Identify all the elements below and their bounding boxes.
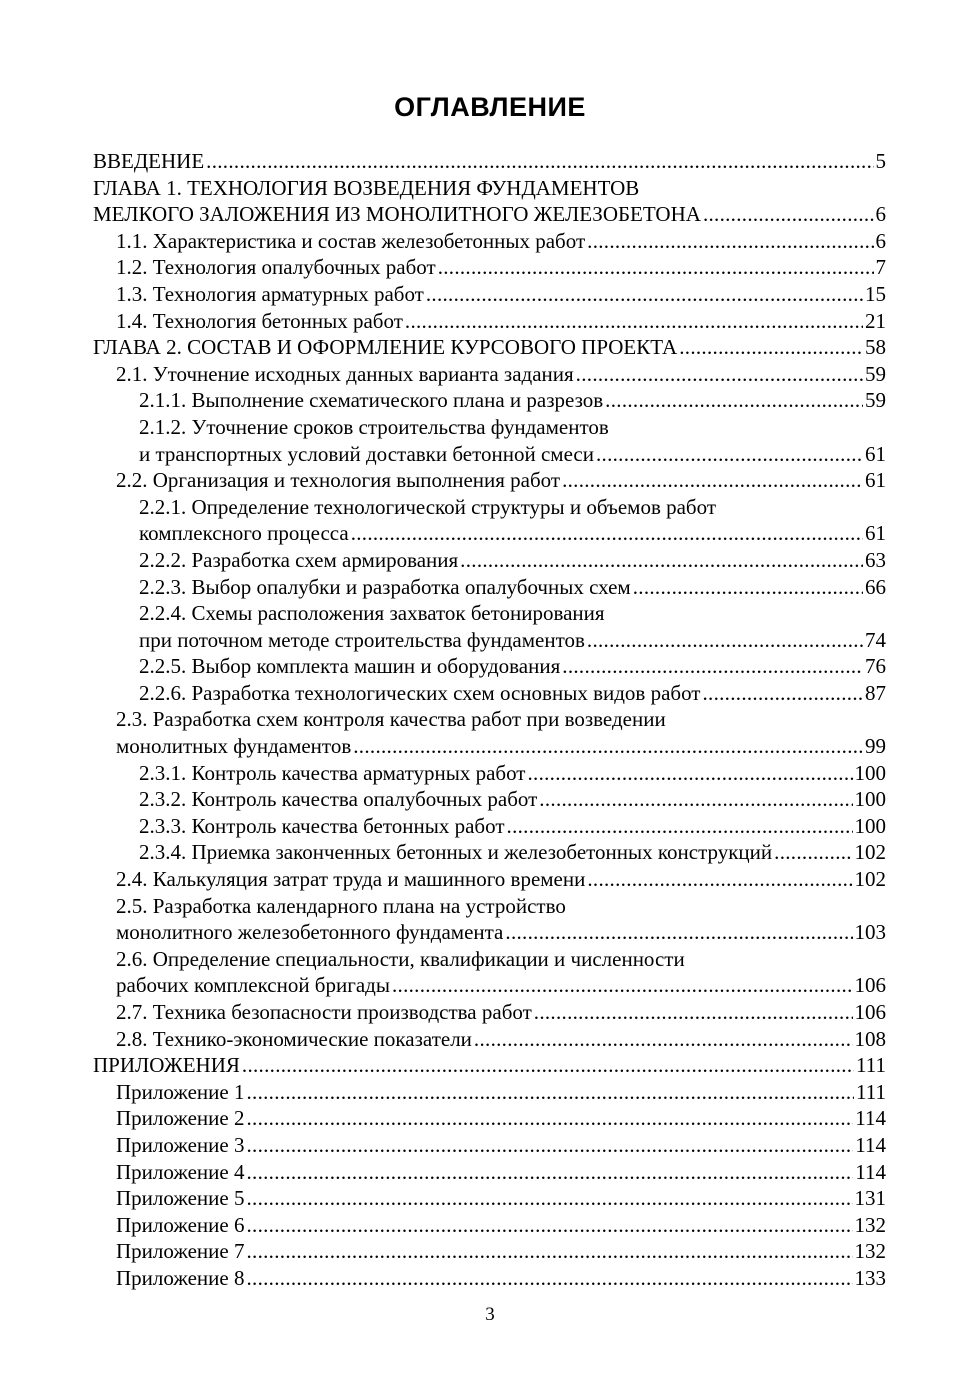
toc-entry-text: 1.4. Технология бетонных работ (116, 308, 403, 333)
toc-entry-text: комплексного процесса (139, 521, 349, 546)
toc-leader-dots (587, 866, 852, 893)
toc-leader-dots (460, 547, 863, 574)
toc-leader-dots (246, 1079, 854, 1106)
toc-entry-page: 6 (875, 202, 886, 227)
toc-entry[interactable] (93, 547, 886, 574)
toc-entry-continuation (93, 175, 886, 202)
toc-entry[interactable] (93, 361, 886, 388)
toc-leader-dots (527, 760, 852, 787)
toc-entry-text: МЕЛКОГО ЗАЛОЖЕНИЯ ИЗ МОНОЛИТНОГО ЖЕЛЕЗОБЕТОНА (93, 202, 701, 227)
toc-entry-text: 2.8. Технико-экономические показатели (116, 1026, 472, 1051)
toc-entry[interactable] (93, 972, 886, 999)
toc-entry-text: 2.2.3. Выбор опалубки и разработка опалубочных схем (139, 574, 631, 599)
toc-leader-dots (246, 1212, 852, 1239)
toc-entry-text: Приложение 6 (116, 1212, 245, 1237)
toc-entry-text: монолитного железобетонного фундамента (116, 920, 504, 945)
page-title: ОГЛАВЛЕНИЕ (394, 92, 586, 122)
toc-entry-page: 111 (856, 1053, 886, 1078)
toc-entry[interactable] (93, 919, 886, 946)
toc-leader-dots (562, 653, 863, 680)
toc-entry[interactable] (93, 1026, 886, 1053)
toc-entry-continuation (93, 494, 886, 521)
toc-entry-page: 111 (856, 1079, 886, 1104)
toc-leader-dots (633, 574, 863, 601)
toc-entry-text: Приложение 5 (116, 1186, 245, 1211)
toc-entry-text: ВВЕДЕНИЕ (93, 149, 205, 173)
toc-entry[interactable] (93, 201, 886, 228)
toc-entry[interactable] (93, 866, 886, 893)
toc-leader-dots (353, 733, 863, 760)
toc-entry-text: Приложение 7 (116, 1239, 245, 1264)
toc-entry-page: 7 (875, 255, 886, 280)
toc-entry-text: 1.3. Технология арматурных работ (116, 281, 424, 306)
toc-entry-page: 132 (854, 1239, 886, 1264)
page-number: 3 (485, 1304, 495, 1325)
toc-entry[interactable] (93, 813, 886, 840)
toc-leader-dots (534, 999, 853, 1026)
toc-entry[interactable] (93, 308, 886, 335)
toc-entry-page: 59 (865, 361, 886, 386)
toc-entry[interactable] (93, 1159, 886, 1186)
toc-entry[interactable] (93, 334, 886, 361)
toc-entry[interactable] (93, 254, 886, 281)
toc-entry-page: 99 (865, 734, 886, 759)
toc-leader-dots (405, 308, 863, 335)
toc-leader-dots (587, 627, 863, 654)
toc-leader-dots (774, 839, 852, 866)
toc-entry-text: 2.2.6. Разработка технологических схем основных видов работ (139, 680, 701, 705)
toc-entry-text: 2.3.1. Контроль качества арматурных работ (139, 760, 526, 785)
toc-entry-text: и транспортных условий доставки бетонной смеси (139, 441, 594, 466)
toc-entry-continuation (93, 946, 886, 973)
toc-leader-dots (246, 1132, 853, 1159)
toc-entry-text: ПРИЛОЖЕНИЯ (93, 1053, 240, 1078)
toc-entry-text: при поточном методе строительства фундаментов (139, 627, 585, 652)
toc-entry[interactable] (93, 148, 886, 175)
toc-entry-page: 58 (865, 335, 886, 360)
toc-entry-page: 5 (875, 149, 886, 173)
toc-entry-continuation (93, 706, 886, 733)
toc-entry-text: 2.3.2. Контроль качества опалубочных работ (139, 787, 538, 812)
toc-leader-dots (206, 148, 873, 175)
toc-entry-text: 1.2. Технология опалубочных работ (116, 255, 436, 280)
toc-entry-continuation (93, 600, 886, 627)
toc-entry-page: 103 (854, 920, 886, 945)
toc-leader-dots (702, 680, 863, 707)
toc-entry-page: 15 (865, 281, 886, 306)
toc-entry-text: 2.6. Определение специальности, квалификации и численности (116, 946, 685, 971)
toc-entry-page: 131 (854, 1186, 886, 1211)
toc-entry[interactable] (93, 760, 886, 787)
toc-entry-text: 2.3. Разработка схем контроля качества работ при возведении (116, 707, 666, 732)
toc-leader-dots (596, 441, 863, 468)
toc-leader-dots (562, 467, 863, 494)
toc-entry[interactable] (93, 1185, 886, 1212)
toc-entry[interactable] (93, 1212, 886, 1239)
toc-entry-continuation (93, 893, 886, 920)
toc-entry-text: Приложение 2 (116, 1106, 245, 1131)
toc-entry[interactable] (93, 387, 886, 414)
toc-entry[interactable] (93, 627, 886, 654)
toc-entry-text: 2.7. Техника безопасности производства работ (116, 1000, 532, 1024)
toc-leader-dots (587, 228, 873, 255)
toc-entry-text: Приложение 4 (116, 1159, 245, 1184)
toc-entry[interactable] (93, 228, 886, 255)
table-of-contents (93, 148, 886, 1292)
toc-entry-text: Приложение 3 (116, 1132, 245, 1157)
toc-entry-page: 74 (865, 627, 886, 652)
toc-entry[interactable] (93, 999, 886, 1026)
toc-entry[interactable] (93, 839, 886, 866)
toc-entry-text: ГЛАВА 1. ТЕХНОЛОГИЯ ВОЗВЕДЕНИЯ ФУНДАМЕНТОВ (93, 175, 640, 200)
toc-leader-dots (242, 1052, 854, 1079)
toc-entry-page: 114 (855, 1132, 886, 1157)
toc-entry[interactable] (93, 733, 886, 760)
toc-entry-text: Приложение 8 (116, 1265, 245, 1290)
toc-entry[interactable] (93, 1265, 886, 1292)
toc-entry[interactable] (93, 1132, 886, 1159)
toc-entry-text: 2.2.2. Разработка схем армирования (139, 547, 459, 572)
toc-leader-dots (426, 281, 863, 308)
toc-entry-text: 1.1. Характеристика и состав железобетонных работ (116, 228, 586, 253)
toc-entry-text: 2.3.4. Приемка законченных бетонных и железобетонных конструкций (139, 840, 773, 865)
toc-entry-text: 2.5. Разработка календарного плана на устройство (116, 893, 566, 918)
toc-leader-dots (474, 1026, 853, 1053)
toc-entry-page: 63 (865, 547, 886, 572)
toc-entry-text: рабочих комплексной бригады (116, 973, 390, 998)
toc-leader-dots (246, 1238, 852, 1265)
toc-leader-dots (246, 1185, 852, 1212)
toc-entry[interactable] (93, 653, 886, 680)
toc-entry-text: 2.1. Уточнение исходных данных варианта задания (116, 361, 574, 386)
toc-entry-text: 2.2.5. Выбор комплекта машин и оборудования (139, 654, 561, 679)
toc-leader-dots (246, 1105, 853, 1132)
toc-entry-page: 61 (865, 441, 886, 466)
toc-entry-page: 61 (865, 521, 886, 546)
toc-entry-text: Приложение 1 (116, 1079, 245, 1104)
toc-entry-page: 87 (865, 680, 886, 705)
toc-leader-dots (505, 919, 852, 946)
toc-entry-text: 2.4. Калькуляция затрат труда и машинного времени (116, 867, 586, 892)
toc-leader-dots (246, 1159, 853, 1186)
toc-entry-page: 114 (855, 1159, 886, 1184)
toc-entry-text: монолитных фундаментов (116, 734, 352, 759)
toc-entry-page: 100 (854, 760, 886, 785)
toc-entry-page: 102 (854, 867, 886, 892)
toc-entry[interactable] (93, 281, 886, 308)
toc-entry-page: 100 (854, 813, 886, 838)
toc-leader-dots (679, 334, 863, 361)
toc-entry-page: 100 (854, 787, 886, 812)
toc-entry-page: 6 (875, 228, 886, 253)
toc-entry-page: 66 (865, 574, 886, 599)
toc-entry-page: 21 (865, 308, 886, 333)
toc-leader-dots (438, 254, 874, 281)
toc-entry[interactable] (93, 574, 886, 601)
toc-entry[interactable] (93, 1079, 886, 1106)
toc-entry[interactable] (93, 786, 886, 813)
toc-leader-dots (392, 972, 853, 999)
toc-entry-text: 2.1.2. Уточнение сроков строительства фундаментов (139, 414, 609, 439)
toc-entry-page: 61 (865, 468, 886, 493)
toc-entry[interactable] (93, 680, 886, 707)
toc-entry-continuation (93, 414, 886, 441)
toc-entry-page: 59 (865, 388, 886, 413)
toc-entry-page: 102 (854, 840, 886, 865)
toc-entry-page: 76 (865, 654, 886, 679)
toc-entry[interactable] (93, 1052, 886, 1079)
toc-leader-dots (351, 520, 863, 547)
toc-entry-text: 2.2.1. Определение технологической структуры и объемов работ (139, 494, 717, 519)
toc-leader-dots (246, 1265, 852, 1292)
toc-entry[interactable] (93, 1105, 886, 1132)
toc-entry-page: 108 (854, 1026, 886, 1051)
toc-entry-page: 133 (854, 1265, 886, 1290)
toc-leader-dots (576, 361, 863, 388)
toc-entry-text: ГЛАВА 2. СОСТАВ И ОФОРМЛЕНИЕ КУРСОВОГО ПРОЕКТА (93, 335, 678, 360)
toc-entry-page: 114 (855, 1106, 886, 1131)
toc-leader-dots (703, 201, 874, 228)
toc-entry[interactable] (93, 441, 886, 468)
toc-entry[interactable] (93, 467, 886, 494)
toc-leader-dots (507, 813, 853, 840)
toc-leader-dots (539, 786, 852, 813)
toc-entry-text: 2.2.4. Схемы расположения захваток бетонирования (139, 601, 605, 626)
toc-entry[interactable] (93, 1238, 886, 1265)
toc-entry-page: 106 (854, 1000, 886, 1024)
toc-entry[interactable] (93, 520, 886, 547)
toc-leader-dots (605, 387, 863, 414)
toc-entry-page: 106 (854, 973, 886, 998)
toc-entry-page: 132 (854, 1212, 886, 1237)
toc-entry-text: 2.2. Организация и технология выполнения работ (116, 468, 561, 493)
toc-entry-text: 2.1.1. Выполнение схематического плана и разрезов (139, 388, 604, 413)
toc-entry-text: 2.3.3. Контроль качества бетонных работ (139, 813, 505, 838)
